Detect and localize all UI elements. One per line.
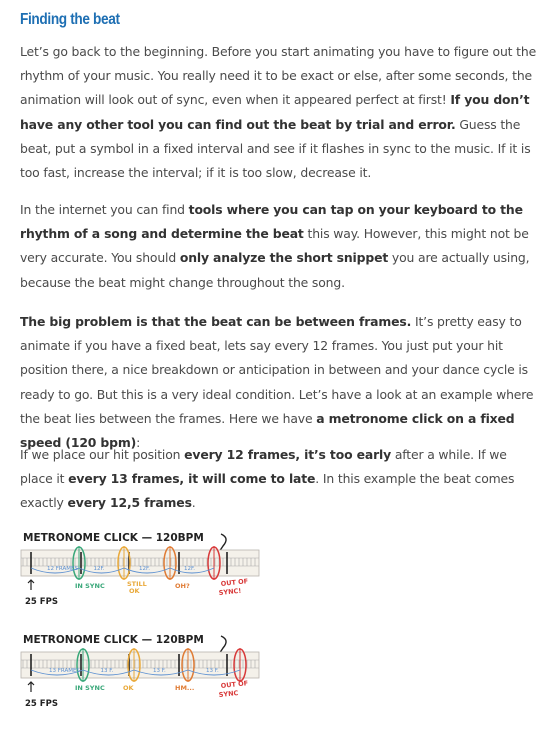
figure-heading: METRONOME CLICK — 120BPM (23, 532, 204, 544)
text-run: this way. However, this might not be very accurate. You should (20, 226, 529, 266)
interval-label: 12F. (93, 566, 105, 572)
text-run: If we place our hit position (20, 447, 185, 462)
status-label: OUT OF (220, 679, 249, 690)
status-label: OH? (175, 582, 190, 590)
paragraph-3 (20, 310, 540, 455)
fps-label: 25 FPS (25, 699, 58, 709)
section-title: Finding the beat (20, 11, 120, 28)
paragraph-2 (20, 198, 540, 295)
metronome-sketch (19, 630, 262, 716)
text-run: after a while. If we place it (20, 447, 507, 487)
bold-text: The big problem is that the beat can be between frames. (20, 314, 412, 329)
text-run: . In this example the beat comes exactly (20, 471, 515, 511)
status-label: SYNC (218, 688, 239, 699)
status-label: IN SYNC (75, 684, 105, 692)
text-run: In the internet you can find (20, 202, 189, 217)
text-run: you are actually using, because the beat might change throughout the song. (20, 250, 530, 290)
metronome-sketch (19, 528, 262, 614)
interval-label: 12F. (184, 566, 196, 572)
figure-heading: METRONOME CLICK — 120BPM (23, 634, 204, 646)
interval-label: 13 FRAMES (49, 668, 80, 674)
interval-label: 12 FRAMES (47, 566, 78, 572)
bold-text: every 12 frames, it’s too early (184, 447, 392, 462)
status-label: STILL (127, 580, 147, 588)
heading-arrow (219, 636, 226, 654)
metronome-figure-13-frames (19, 630, 262, 716)
interval-label: 13 F. (100, 668, 114, 674)
paragraph-1 (20, 40, 540, 185)
text-run: . (191, 495, 196, 511)
bold-text: every 12,5 frames (67, 495, 192, 511)
fps-arrow (28, 682, 34, 692)
bold-text: a metronome click on a fixed speed (120 bpm) (20, 410, 515, 451)
bold-text: If you don’t have any other tool you can find out the beat by trial and error. (20, 92, 530, 132)
heading-arrow (219, 534, 226, 552)
fps-label: 25 FPS (25, 597, 58, 607)
fps-arrow (28, 580, 34, 590)
text-run: Guess the beat, put a symbol in a fixed interval and see if it flashes in sync to the music. If it is too fast, increase the interval; if it is too slow, decrease it. (20, 116, 531, 181)
interval-label: 13 F. (153, 668, 166, 674)
status-label: IN SYNC (75, 582, 105, 590)
text-run: Let’s go back to the beginning. Before you start animating you have to figure out the rhythm of your music. You really need it to be exact or else, after some seconds, the animation will look out of sync, even when it appeared perfect at first! (20, 44, 537, 108)
status-label: HM... (175, 684, 195, 692)
bold-text: every 13 frames, it will come to late (68, 471, 316, 487)
bold-text: tools where you can tap on your keyboard to the rhythm of a song and determine the beat (20, 202, 523, 242)
status-label: OUT OF (220, 577, 249, 588)
text-run: : (136, 435, 141, 451)
bold-text: only analyze the short snippet (179, 250, 389, 266)
text-run: It’s pretty easy to animate if you have a fixed beat, lets say every 12 frames. You just put your hit position there, a nice breakdown or anticipation in between and your dance cycle is ready to go. But this is a very ideal condition. Let’s have a look at an example where the beat lies between the frames. Here we have (20, 314, 534, 426)
status-label: OK (129, 587, 140, 595)
status-label: SYNC! (218, 586, 242, 597)
interval-label: 13 F. (206, 668, 219, 674)
interval-label: 12F. (139, 566, 151, 572)
paragraph-4 (20, 443, 540, 516)
status-label: OK (123, 684, 134, 692)
metronome-figure-12-frames (19, 528, 262, 614)
